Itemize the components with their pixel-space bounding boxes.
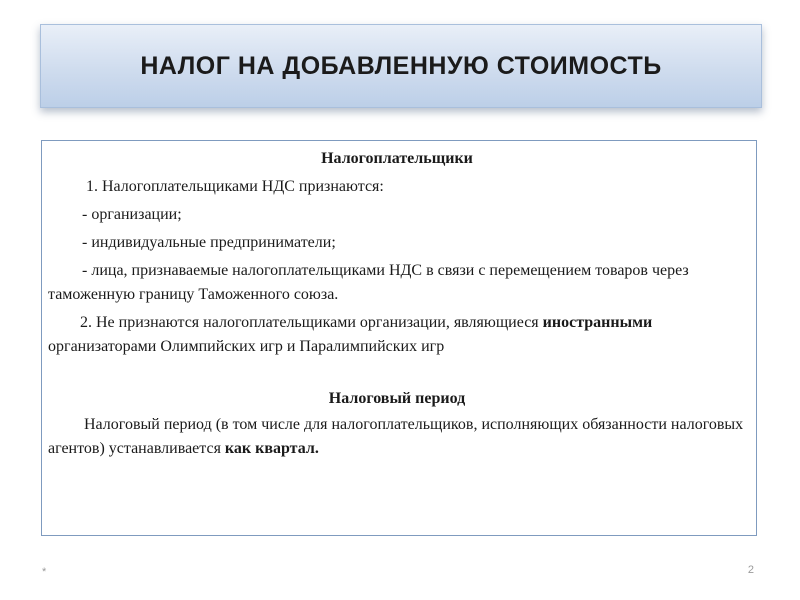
tax-period-text (48, 413, 746, 461)
tax-period-bold-quarter: как квартал. (224, 440, 319, 457)
page-number: 2 (747, 564, 754, 576)
section-heading-tax-period: Налоговый период (328, 390, 466, 407)
slide-title: НАЛОГ НА ДОБАВЛЕННУЮ СТОИМОСТЬ (140, 51, 662, 80)
item2-text-start: 2. Не признаются налогоплательщиками организации, являющиеся (80, 314, 543, 331)
taxpayers-item-1: 1. Налогоплательщиками НДС признаются: (86, 178, 384, 195)
taxpayers-item-2 (48, 311, 746, 359)
taxpayers-bullet-entrepreneurs: - индивидуальные предприниматели; (82, 234, 336, 251)
taxpayers-bullet-organizations: - организации; (82, 206, 182, 223)
item2-bold-foreign: иностранными (542, 314, 653, 331)
slide-title-bar (40, 24, 762, 108)
content-box (41, 140, 757, 536)
section-heading-taxpayers: Налогоплательщики (321, 150, 473, 167)
tax-period-text-main: Налоговый период (в том числе для налогоплательщиков, исполняющих обязанности налоговых агентов) устанавливается (48, 416, 744, 457)
item2-text-end: организаторами Олимпийских игр и Паралимпийских игр (48, 338, 445, 355)
taxpayers-bullet-customs: - лица, признаваемые налогоплательщиками НДС в связи с перемещением товаров через таможенную границу Таможенного союза. (48, 262, 689, 303)
footer-mark: * (42, 566, 47, 578)
